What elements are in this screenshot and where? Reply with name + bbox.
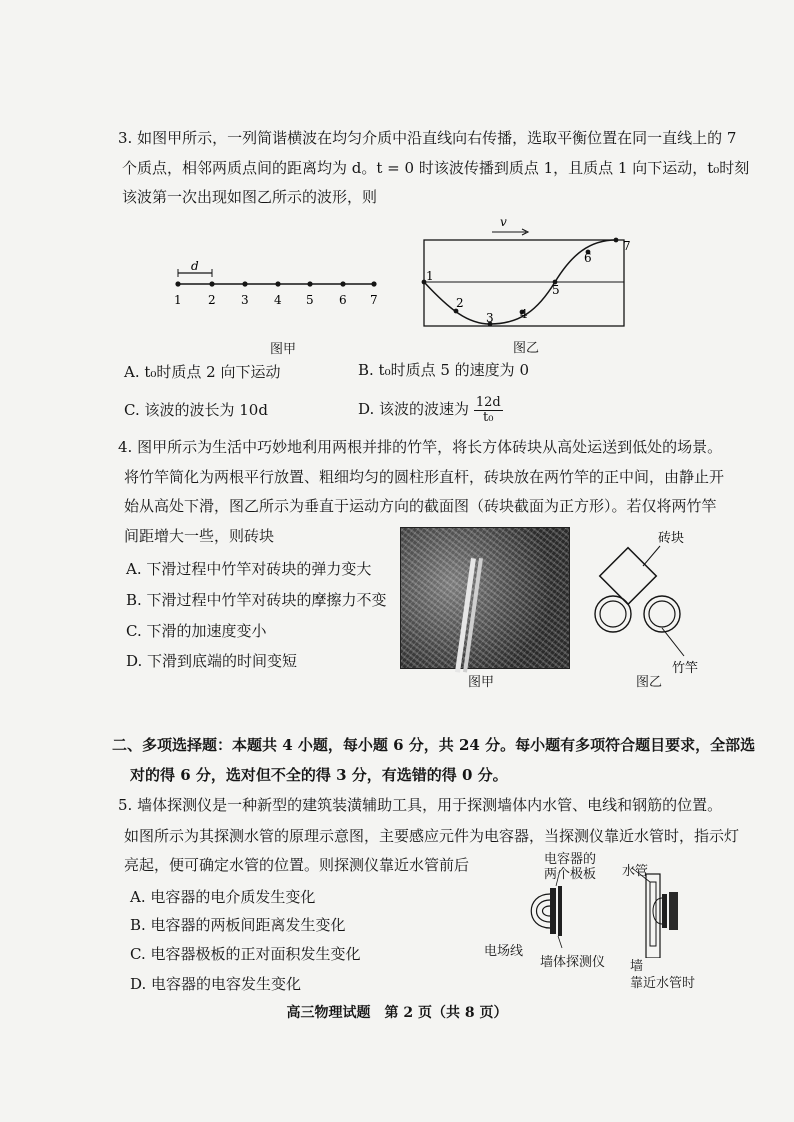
- section-2-line-2: 对的得 6 分，选对但不全的得 3 分，有选错的得 0 分。: [130, 766, 508, 784]
- fig-a-point-6: 6: [339, 293, 347, 307]
- fig-b-point-2: 2: [456, 296, 464, 310]
- q4-fig-b-caption: 图乙: [636, 675, 663, 690]
- q5-line-1: 5. 墙体探测仪是一种新型的建筑装潢辅助工具，用于探测墙体内水管、电线和钢筋的位置。: [118, 796, 723, 814]
- q5-option-a: A. 电容器的电介质发生变化: [130, 888, 316, 906]
- plates-label-line-1: 电容器的: [544, 852, 597, 867]
- q3-option-c: C. 该波的波长为 10d: [124, 401, 268, 419]
- fig-b-point-6: 6: [584, 251, 592, 265]
- q3-option-a: A. t₀时质点 2 向下运动: [124, 363, 281, 381]
- q3-option-d: [358, 392, 503, 426]
- q4-line-1: 4. 图甲所示为生活中巧妙地利用两根并排的竹竿，将长方体砖块从高处运送到低处的场景。: [118, 438, 723, 456]
- q5-option-c: C. 电容器极板的正对面积发生变化: [130, 945, 361, 963]
- q4-option-b: B. 下滑过程中竹竿对砖块的摩擦力不变: [126, 591, 387, 609]
- brick-label: 砖块: [658, 531, 685, 546]
- fig-a-point-5: 5: [306, 293, 314, 307]
- fig-a-point-2: 2: [208, 293, 216, 307]
- q3-line-1: 3. 如图甲所示，一列简谐横波在均匀介质中沿直线向右传播，选取平衡位置在同一直线上的 7: [118, 129, 737, 147]
- fig-a-point-7: 7: [370, 293, 378, 307]
- fig-a-point-4: 4: [274, 293, 282, 307]
- fig-b-point-1: 1: [426, 269, 434, 283]
- q3-option-d-fraction: [474, 396, 503, 425]
- q3-option-d-prefix: D. 该波的波速为: [358, 400, 470, 418]
- q3-fig-a-caption: 图甲: [270, 342, 297, 357]
- near-pipe-label: 靠近水管时: [630, 976, 696, 991]
- detector-label: 墙体探测仪: [540, 955, 606, 970]
- q4-figure-b-cross-section: [588, 530, 708, 680]
- plates-label-line-2: 两个极板: [544, 867, 597, 882]
- q4-line-3: 始从高处下滑，图乙所示为垂直于运动方向的截面图（砖块截面为正方形）。若仅将两竹竿: [124, 497, 717, 515]
- q3-option-b: B. t₀时质点 5 的速度为 0: [358, 361, 529, 379]
- d-label: d: [191, 259, 199, 273]
- q5-line-3: 亮起，便可确定水管的位置。则探测仪靠近水管前后: [124, 856, 470, 874]
- q4-option-d: D. 下滑到底端的时间变短: [126, 652, 298, 670]
- fig-b-point-7: 7: [623, 239, 631, 253]
- bamboo-slide-photo: [400, 527, 570, 669]
- q3-figure-b: [410, 210, 640, 332]
- fraction-denominator: t₀: [483, 409, 494, 425]
- field-lines-label: 电场线: [484, 944, 524, 959]
- q3-fig-b-caption: 图乙: [513, 341, 540, 356]
- v-label: v: [500, 215, 507, 229]
- q3-line-3: 该波第一次出现如图乙所示的波形，则: [122, 188, 378, 206]
- pole-label: 竹竿: [672, 661, 699, 676]
- q5-figure-detector: [500, 868, 700, 958]
- q3-line-2: 个质点，相邻两质点间的距离均为 d。t = 0 时该波传播到质点 1，且质点 1 向下运动，t₀时刻: [122, 159, 750, 177]
- q5-option-b: B. 电容器的两板间距离发生变化: [130, 916, 346, 934]
- fig-b-point-5: 5: [552, 283, 560, 297]
- q4-fig-a-caption: 图甲: [468, 675, 495, 690]
- q4-line-2: 将竹竿简化为两根平行放置、粗细均匀的圆柱形直杆，砖块放在两竹竿的正中间，由静止开: [124, 468, 725, 486]
- wall-label: 墙: [630, 959, 644, 974]
- q4-line-4: 间距增大一些，则砖块: [124, 527, 275, 545]
- fig-a-point-3: 3: [241, 293, 249, 307]
- q5-option-d: D. 电容器的电容发生变化: [130, 975, 302, 993]
- q5-line-2: 如图所示为其探测水管的原理示意图，主要感应元件为电容器，当探测仪靠近水管时，指示灯: [124, 827, 740, 845]
- q4-option-c: C. 下滑的加速度变小: [126, 622, 267, 640]
- page-footer: 高三物理试题 第 2 页（共 8 页）: [286, 1005, 508, 1021]
- fig-a-point-1: 1: [174, 293, 182, 307]
- q4-option-a: A. 下滑过程中竹竿对砖块的弹力变大: [126, 560, 372, 578]
- section-2-line-1: 二、多项选择题：本题共 4 小题，每小题 6 分，共 24 分。每小题有多项符合题目要求，全部选: [112, 736, 756, 754]
- fig-b-point-4: 4: [520, 307, 528, 321]
- fig-b-point-3: 3: [486, 311, 494, 325]
- water-pipe-label: 水管: [622, 864, 649, 879]
- q3-figure-a: [160, 258, 390, 308]
- fraction-numerator: 12d: [475, 394, 501, 410]
